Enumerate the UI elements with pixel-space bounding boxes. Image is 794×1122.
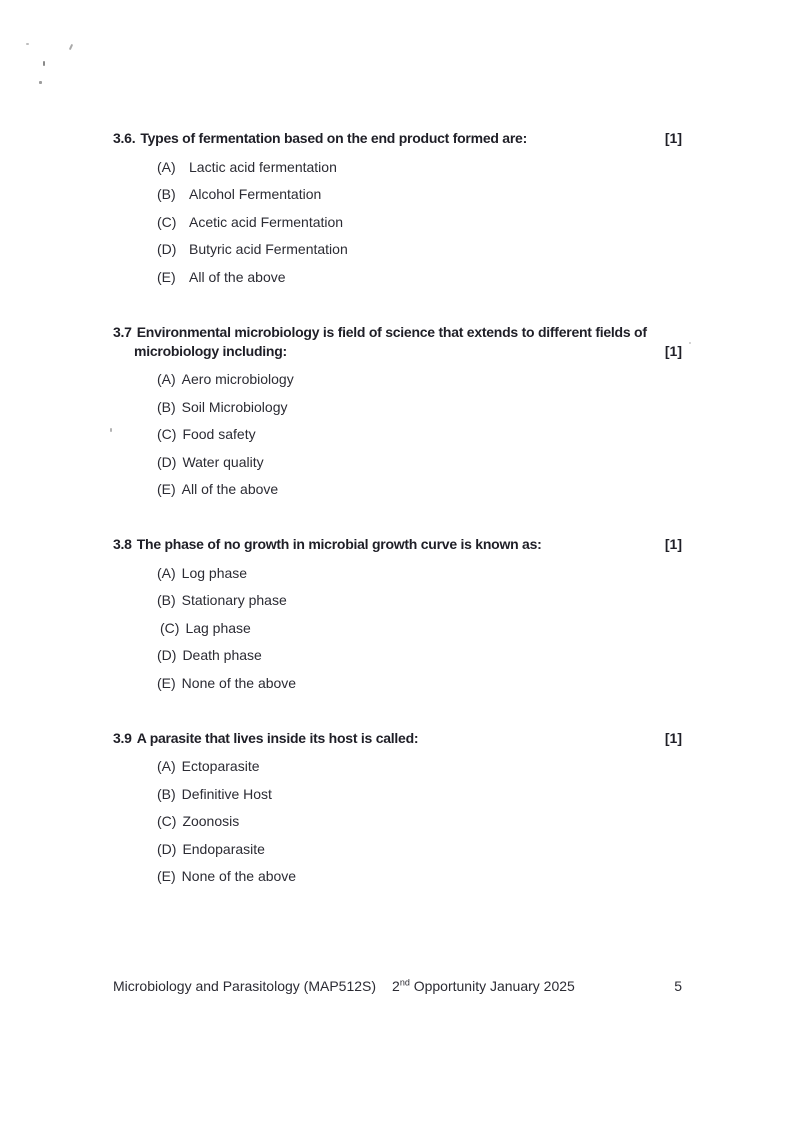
page-number: 5 xyxy=(674,978,682,994)
option-label: (A) xyxy=(157,158,176,175)
question-heading xyxy=(113,729,682,748)
option-row xyxy=(157,780,682,808)
question-number: 3.6. xyxy=(113,130,136,146)
question-text-line: The phase of no growth in microbial growth curve is known as: xyxy=(136,536,542,552)
option-row xyxy=(157,808,682,836)
question-text xyxy=(113,323,682,342)
option-row xyxy=(157,669,682,697)
option-label: (E) xyxy=(157,481,176,498)
options-list xyxy=(113,153,682,291)
option-text: Lactic acid fermentation xyxy=(189,158,337,175)
option-label: (E) xyxy=(157,268,176,285)
option-label: (E) xyxy=(157,868,176,885)
option-row xyxy=(157,642,682,670)
option-row xyxy=(157,421,682,449)
session-ordinal: nd xyxy=(399,977,410,988)
option-row xyxy=(157,393,682,421)
option-row xyxy=(157,863,682,891)
option-label: (A) xyxy=(157,564,176,581)
session-number: 2 xyxy=(392,978,400,994)
option-row xyxy=(157,614,682,642)
option-text: All of the above xyxy=(181,481,279,498)
option-text: Aero microbiology xyxy=(181,371,294,388)
question-heading xyxy=(113,323,682,361)
option-label: (A) xyxy=(157,371,176,388)
option-label: (C) xyxy=(160,619,180,636)
option-label: (B) xyxy=(157,398,176,415)
question-text-line: A parasite that lives inside its host is called: xyxy=(136,729,419,746)
course-title: Microbiology and Parasitology (MAP512S) xyxy=(113,978,377,994)
option-label: (C) xyxy=(157,213,177,230)
option-text: Alcohol Fermentation xyxy=(189,186,322,203)
option-text: All of the above xyxy=(189,268,286,285)
question-text-line: Environmental microbiology is field of science that extends to different fields of xyxy=(136,323,647,340)
option-text: Food safety xyxy=(182,426,256,443)
option-label: (A) xyxy=(157,758,176,775)
option-label: (D) xyxy=(157,241,177,258)
option-text: Butyric acid Fermentation xyxy=(189,241,348,258)
option-row xyxy=(157,587,682,615)
option-row xyxy=(157,448,682,476)
question-heading xyxy=(113,129,682,148)
question-3-9 xyxy=(113,729,682,891)
question-number: 3.8 xyxy=(113,536,132,552)
option-text: Lag phase xyxy=(185,619,251,636)
option-label: (D) xyxy=(157,453,177,470)
question-number: 3.7 xyxy=(113,323,132,340)
scan-speck xyxy=(689,342,691,344)
option-text: Ectoparasite xyxy=(181,758,260,775)
marks-badge: [1] xyxy=(664,342,682,359)
option-text: Definitive Host xyxy=(181,785,272,802)
option-text: Death phase xyxy=(182,647,262,664)
question-heading xyxy=(113,535,682,554)
option-label: (E) xyxy=(157,674,176,691)
option-text: Acetic acid Fermentation xyxy=(189,213,344,230)
marks-badge: [1] xyxy=(664,729,682,746)
question-text xyxy=(113,729,682,748)
scan-speck xyxy=(69,44,73,50)
option-row xyxy=(157,835,682,863)
option-text: Zoonosis xyxy=(182,813,240,830)
option-row xyxy=(157,153,682,181)
option-text: Stationary phase xyxy=(181,592,287,609)
option-label: (B) xyxy=(157,592,176,609)
options-list xyxy=(113,366,682,504)
option-text: Soil Microbiology xyxy=(181,398,288,415)
option-label: (D) xyxy=(157,647,177,664)
option-label: (C) xyxy=(157,813,177,830)
options-list xyxy=(113,753,682,891)
marks-badge: [1] xyxy=(664,536,682,552)
scan-speck xyxy=(39,81,42,84)
option-text: None of the above xyxy=(181,674,297,691)
question-3-8 xyxy=(113,535,682,697)
scan-speck xyxy=(43,61,45,66)
question-text xyxy=(113,129,682,148)
question-text xyxy=(113,535,682,554)
question-number: 3.9 xyxy=(113,729,132,746)
option-text: Endoparasite xyxy=(182,840,265,857)
option-label: (B) xyxy=(157,186,176,203)
option-text: None of the above xyxy=(181,868,297,885)
option-text: Water quality xyxy=(182,453,264,470)
footer xyxy=(113,977,682,996)
question-text-line: microbiology including: xyxy=(134,342,287,359)
question-3-7 xyxy=(113,323,682,504)
scan-speck xyxy=(110,428,112,432)
option-text: Log phase xyxy=(181,564,248,581)
option-row xyxy=(157,559,682,587)
option-row xyxy=(157,366,682,394)
question-list xyxy=(113,129,682,922)
session-text: Opportunity January 2025 xyxy=(409,978,575,994)
question-text-line: Types of fermentation based on the end product formed are: xyxy=(140,130,527,146)
option-row xyxy=(157,476,682,504)
marks-badge: [1] xyxy=(664,130,682,146)
option-label: (C) xyxy=(157,426,177,443)
option-row xyxy=(157,753,682,781)
question-3-6 xyxy=(113,129,682,291)
option-row xyxy=(157,208,682,236)
scan-speck xyxy=(26,43,29,45)
option-row xyxy=(157,236,682,264)
option-label: (B) xyxy=(157,785,176,802)
option-row xyxy=(157,181,682,209)
options-list xyxy=(113,559,682,697)
option-row xyxy=(157,263,682,291)
option-label: (D) xyxy=(157,840,177,857)
exam-session xyxy=(392,977,575,996)
